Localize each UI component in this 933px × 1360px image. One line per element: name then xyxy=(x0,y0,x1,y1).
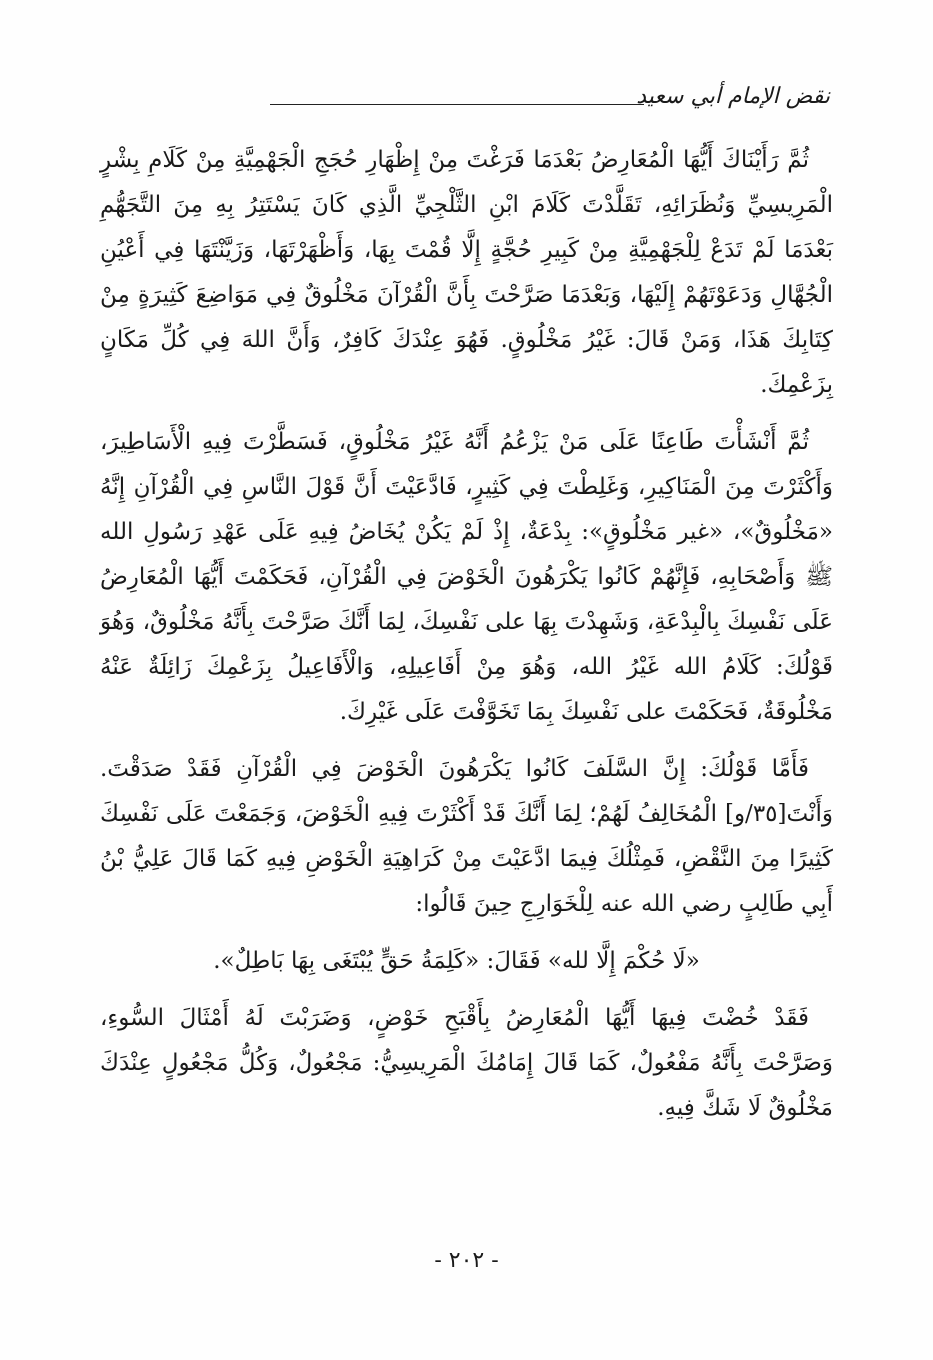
header-rule xyxy=(270,104,644,105)
paragraph-2: ثُمَّ أَنْشَأْتَ طَاعِنًا عَلَى مَنْ يَزْعُمُ أَنَّهُ غَيْرُ مَخْلُوقٍ، فَسَطَّرْتَ فِيهِ الْأَسَاطِيرَ، وَأَكْثَرْتَ مِنَ الْمَنَاكِيرِ، وَغَلِطْتَ فِي كَثِيرٍ، فَادَّعَيْتَ أَنَّ قَوْلَ النَّاسِ فِي الْقُرْآنِ إِنَّهُ «مَخْلُوقٌ»، «غير مَخْلُوقٍ»: بِدْعَةٌ، إِذْ لَمْ يَكُنْ يُخَاضُ فِيهِ عَلَى عَهْدِ رَسُولِ الله ﷺ وَأَصْحَابِهِ، فَإِنَّهُمْ كَانُوا يَكْرَهُونَ الْخَوْضَ فِي الْقُرْآنِ، فَحَكَمْتَ أَيُّهَا الْمُعَارِضُ عَلَى نَفْسِكَ بِالْبِدْعَةِ، وَشَهِدْتَ بِهَا على نَفْسِكَ، لِمَا أَنَّكَ صَرَّحْتَ بِأَنَّهُ مَخْلُوقٌ، وَهُوَ قَوْلُكَ: كَلَامُ الله غَيْرُ الله، وَهُوَ مِنْ أَفَاعِيلِهِ، وَالْأَفَاعِيلُ بِزَعْمِكَ زَائِلَةٌ عَنْهُ مَخْلُوقَةٌ، فَحَكَمْتَ على نَفْسِكَ بِمَا تَخَوَّفْتَ عَلَى غَيْرِكَ. xyxy=(100,429,833,725)
paragraph-3: فَأَمَّا قَوْلُكَ: إِنَّ السَّلَفَ كَانُوا يَكْرَهُونَ الْخَوْضَ فِي الْقُرْآنِ فَقَدْ صَدَقْتَ. وَأَنْتَ[٣٥/و] الْمُخَالِفُ لَهُمْ؛ لِمَا أَنَّكَ قَدْ أَكْثَرْتَ فِيهِ الْخَوْضَ، وَجَمَعْتَ عَلَى نَفْسِكَ كَثِيرًا مِنَ النَّقْضِ، فَمِثْلُكَ فِيمَا ادَّعَيْتَ مِنْ كَرَاهِيَةِ الْخَوْضِ فِيهِ كَمَا قَالَ عَلِيُّ بْنُ أَبِي طَالِبٍ رضي الله عنه لِلْخَوَارِجِ حِينَ قَالُوا: xyxy=(100,756,833,917)
body-text xyxy=(100,138,833,1143)
paragraph-1: ثُمَّ رَأَيْنَاكَ أَيُّهَا الْمُعَارِضُ بَعْدَمَا فَرَغْتَ مِنْ إِظْهَارِ حُجَجِ الْجَهْمِيَّةِ مِنْ كَلَامِ بِشْرٍ الْمَرِيسِيِّ وَنُظَرَائِهِ، تَقَلَّدْتَ كَلَامَ ابْنِ الثَّلْجِيِّ الَّذِي كَانَ يَسْتَتِرُ بِهِ مِنَ التَّجَهُّمِ بَعْدَمَا لَمْ تَدَعْ لِلْجَهْمِيَّةِ مِنْ كَبِيرِ حُجَّةٍ إِلَّا قُمْتَ بِهَا، وَأَظْهَرْتَهَا، وَزَيَّنْتَهَا فِي أَعْيُنِ الْجُهَّالِ وَدَعَوْتَهُمْ إِلَيْهَا، وَبَعْدَمَا صَرَّحْتَ بِأَنَّ الْقُرْآنَ مَخْلُوقٌ فِي مَوَاضِعَ كَثِيرَةٍ مِنْ كِتَابِكَ هَذَا، وَمَنْ قَالَ: غَيْرُ مَخْلُوقٍ. فَهُوَ عِنْدَكَ كَافِرٌ، وَأَنَّ اللهَ فِي كُلِّ مَكَانٍ بِزَعْمِكَ. xyxy=(100,147,833,398)
running-title: نقض الإمام أبي سعيد xyxy=(636,84,830,109)
paragraph-5: فَقَدْ خُضْتَ فِيهَا أَيُّهَا الْمُعَارِضُ بِأَقْبَحِ خَوْضٍ، وَضَرَبْتَ لَهُ أَمْثَالَ السُّوءِ، وَصَرَّحْتَ بِأَنَّهُ مَفْعُولٌ، كَمَا قَالَ إِمَامُكَ الْمَرِيسِيُّ: مَجْعُولٌ، وَكُلُّ مَجْعُولٍ عِنْدَكَ مَخْلُوقٌ لَا شَكَّ فِيهِ. xyxy=(100,1005,833,1121)
running-header xyxy=(100,82,830,122)
page-number: - ٢٠٢ - xyxy=(434,1248,499,1273)
quotation-line: «لَا حُكْمَ إِلَّا لله» فَقَالَ: «كَلِمَةُ حَقٍّ يُبْتَغَى بِهَا بَاطِلٌ». xyxy=(213,948,700,974)
